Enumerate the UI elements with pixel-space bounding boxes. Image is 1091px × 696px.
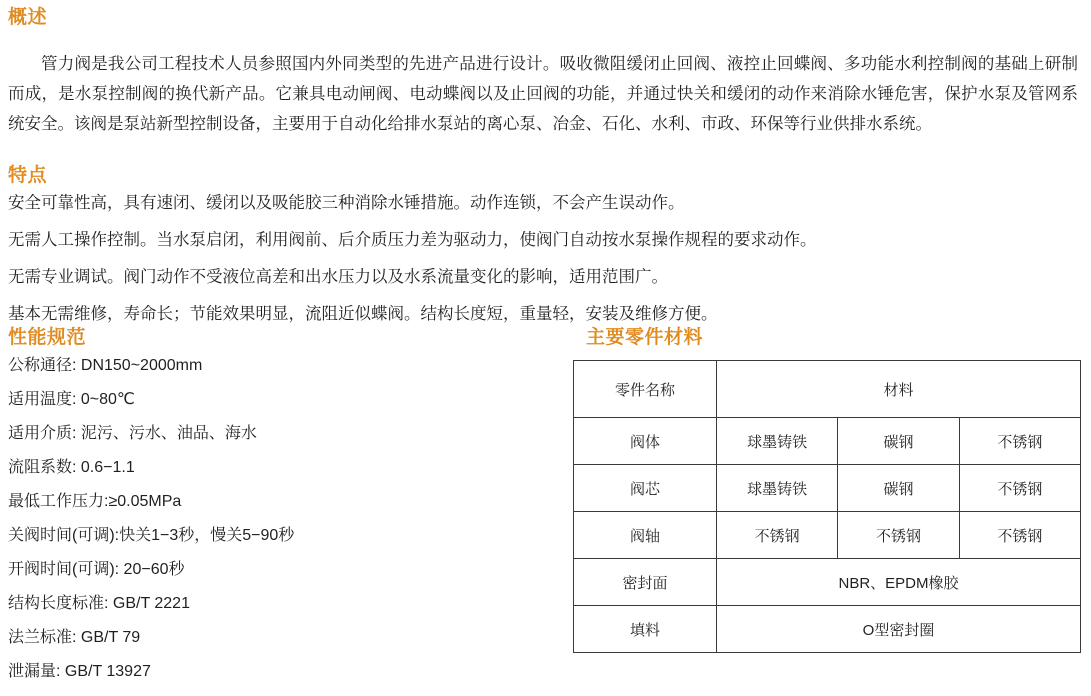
table-cell-part-name: 填料 [574, 606, 717, 653]
materials-heading: 主要零件材料 [586, 327, 704, 348]
table-cell-part-name: 密封面 [574, 559, 717, 606]
features-list [8, 192, 1078, 340]
table-cell-part-name: 阀体 [574, 418, 717, 465]
table-cell-material: 不锈钢 [838, 512, 959, 559]
list-item: 无需人工操作控制。当水泵启闭，利用阀前、后介质压力差为驱动力，使阀门自动按水泵操作规程的要求动作。 [8, 231, 817, 249]
table-cell-material: 不锈钢 [959, 512, 1080, 559]
table-cell-material: O型密封圈 [717, 606, 1081, 653]
table-cell-material: 不锈钢 [959, 465, 1080, 512]
table-cell-material: 不锈钢 [717, 512, 838, 559]
table-cell-material: 球墨铸铁 [717, 465, 838, 512]
table-cell-part-name: 阀轴 [574, 512, 717, 559]
list-item: 无需专业调试。阀门动作不受液位高差和出水压力以及水系流量变化的影响，适用范围广。 [8, 268, 668, 286]
table-cell-material: 球墨铸铁 [717, 418, 838, 465]
specifications-list [8, 356, 548, 696]
materials-table [573, 360, 1081, 653]
list-item: 关阀时间(可调):快关1−3秒，慢关5−90秒 [8, 527, 295, 544]
table-header-row [574, 361, 1081, 418]
overview-heading: 概述 [8, 7, 48, 28]
list-item: 流阻系数: 0.6−1.1 [8, 459, 135, 476]
specifications-heading: 性能规范 [8, 327, 87, 348]
table-row [574, 418, 1081, 465]
list-item: 适用温度: 0~80℃ [8, 391, 135, 408]
table-header-cell-material: 材料 [717, 361, 1081, 418]
list-item: 结构长度标准: GB/T 2221 [8, 595, 190, 612]
table-row [574, 559, 1081, 606]
list-item: 最低工作压力:≥0.05MPa [8, 493, 182, 510]
features-heading: 特点 [8, 165, 48, 186]
list-item: 法兰标准: GB/T 79 [8, 629, 141, 646]
table-cell-part-name: 阀芯 [574, 465, 717, 512]
list-item: 公称通径: DN150~2000mm [8, 357, 203, 374]
table-header-cell-name: 零件名称 [574, 361, 717, 418]
table-cell-material: 碳钢 [838, 465, 959, 512]
table-row [574, 512, 1081, 559]
table-cell-material: 不锈钢 [959, 418, 1080, 465]
table-row [574, 606, 1081, 653]
list-item: 基本无需维修，寿命长；节能效果明显，流阻近似蝶阀。结构长度短，重量轻，安装及维修方便。 [8, 305, 718, 323]
table-cell-material: 碳钢 [838, 418, 959, 465]
overview-paragraph: 管力阀是我公司工程技术人员参照国内外同类型的先进产品进行设计。吸收微阻缓闭止回阀、液控止回蝶阀、多功能水利控制阀的基础上研制而成，是水泵控制阀的换代新产品。它兼具电动闸阀、电动蝶阀以及止回阀的功能，并通过快关和缓闭的动作来消除水锤危害，保护水泵及管网系统安全。该阀是泵站新型控制设备，主要用于自动化给排水泵站的离心泵、冶金、石化、水利、市政、环保等行业供排水系统。 [8, 54, 1078, 133]
list-item: 安全可靠性高，具有速闭、缓闭以及吸能胶三种消除水锤措施。动作连锁，不会产生误动作。 [8, 194, 685, 212]
table-cell-material: NBR、EPDM橡胶 [717, 559, 1081, 606]
list-item: 适用介质: 泥污、污水、油品、海水 [8, 425, 257, 442]
list-item: 泄漏量: GB/T 13927 [8, 663, 151, 680]
list-item: 开阀时间(可调): 20−60秒 [8, 561, 185, 578]
table-row [574, 465, 1081, 512]
